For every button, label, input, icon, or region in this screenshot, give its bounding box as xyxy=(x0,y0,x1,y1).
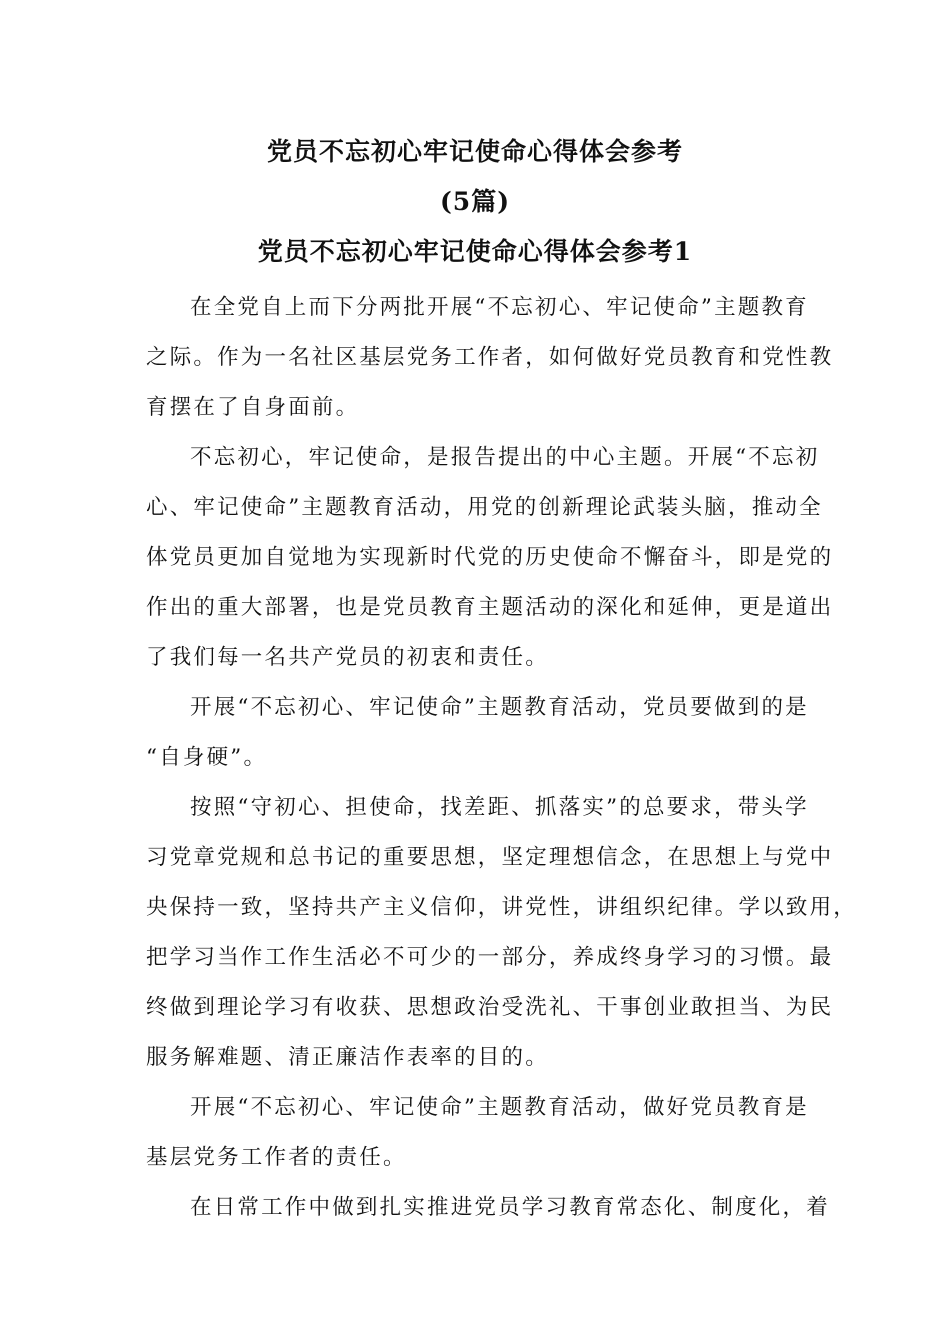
paragraph-line: 开展“不忘初心、牢记使命”主题教育活动，做好党员教育是 xyxy=(190,1095,809,1120)
paragraph-line: 了我们每一名共产党员的初衷和责任。 xyxy=(146,645,549,670)
paragraph-line: 终做到理论学习有收获、思想政治受洗礼、干事创业敢担当、为民 xyxy=(146,995,834,1020)
document-subtitle: (5篇) xyxy=(439,187,511,216)
paragraph-line: 育摆在了自身面前。 xyxy=(146,395,360,420)
paragraph-line: 不忘初心，牢记使命，是报告提出的中心主题。开展“不忘初 xyxy=(190,445,820,470)
paragraph-line: 心、牢记使命”主题教育活动，用党的创新理论武装头脑，推动全 xyxy=(146,495,823,520)
section-title: 党员不忘初心牢记使命心得体会参考1 xyxy=(257,237,693,266)
paragraph-line: 作出的重大部署，也是党员教育主题活动的深化和延伸，更是道出 xyxy=(146,595,834,620)
paragraph-line: 在全党自上而下分两批开展“不忘初心、牢记使命”主题教育 xyxy=(190,295,809,320)
paragraph-line: 习党章党规和总书记的重要思想，坚定理想信念，在思想上与党中 xyxy=(146,845,834,870)
document-title: 党员不忘初心牢记使命心得体会参考 xyxy=(266,137,683,166)
paragraph-line: “自身硬”。 xyxy=(146,745,268,770)
paragraph-line: 之际。作为一名社区基层党务工作者，如何做好党员教育和党性教 xyxy=(146,345,834,370)
paragraph-line: 服务解难题、清正廉洁作表率的目的。 xyxy=(146,1045,549,1070)
paragraph-line: 开展“不忘初心、牢记使命”主题教育活动，党员要做到的是 xyxy=(190,695,809,720)
paragraph-line: 在日常工作中做到扎实推进党员学习教育常态化、制度化，着 xyxy=(190,1195,830,1220)
body-text xyxy=(146,283,858,1233)
paragraph-line: 央保持一致，坚持共产主义信仰，讲党性，讲组织纪律。学以致用， xyxy=(146,895,858,920)
paragraph-line: 基层党务工作者的责任。 xyxy=(146,1145,407,1170)
paragraph-line: 按照“守初心、担使命，找差距、抓落实”的总要求，带头学 xyxy=(190,795,809,820)
paragraph-line: 体党员更加自觉地为实现新时代党的历史使命不懈奋斗，即是党的 xyxy=(146,545,834,570)
paragraph-line: 把学习当作工作生活必不可少的一部分，养成终身学习的习惯。最 xyxy=(146,945,834,970)
